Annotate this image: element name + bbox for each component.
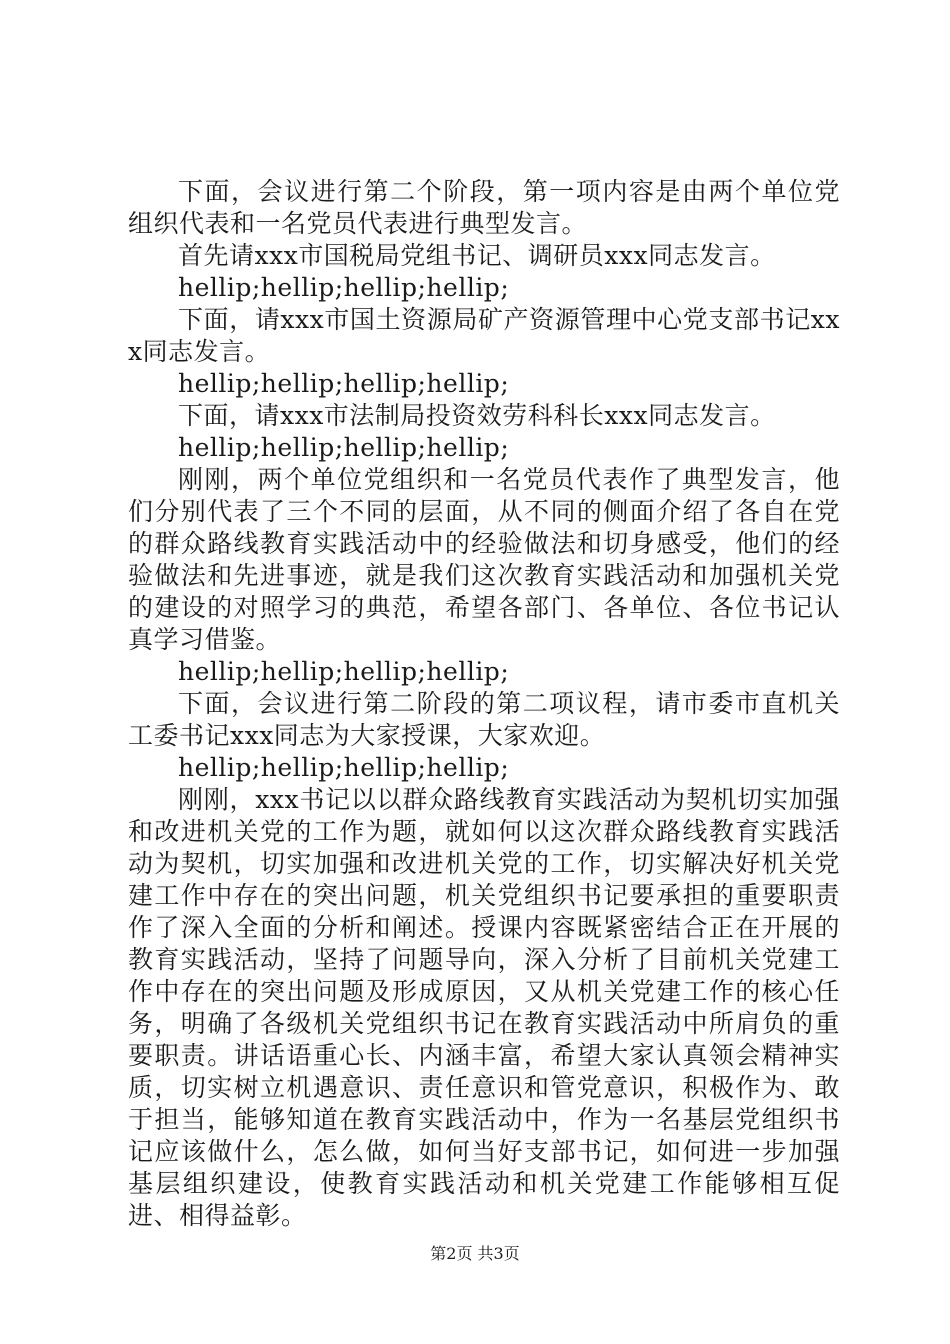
paragraph: hellip;hellip;hellip;hellip;: [178, 433, 510, 462]
paragraph: 首先请xxx市国税局党组书记、调研员xxx同志发言。: [178, 241, 776, 270]
paragraph: hellip;hellip;hellip;hellip;: [178, 753, 510, 782]
paragraph: 刚刚，xxx书记以以群众路线教育实践活动为契机切实加强和改进机关党的工作为题，就如何以这次群众路线教育实践活动为契机，切实加强和改进机关党的工作，切实解决好机关党建工作中存在的突出问题，机关党组织书记要承担的重要职责作了深入全面的分析和阐述。授课内容既紧密结合正在开展的教育实践活动，坚持了问题导向，深入分析了目前机关党建工作中存在的突出问题及形成原因，又从机关党建工作的核心任务，明确了各级机关党组织书记在教育实践活动中所肩负的重要职责。讲话语重心长、内涵丰富，希望大家认真领会精神实质，切实树立机遇意识、责任意识和管党意识，积极作为、敢于担当，能够知道在教育实践活动中，作为一名基层党组织书记应该做什么，怎么做，如何当好支部书记，如何进一步加强基层组织建设，使教育实践活动和机关党建工作能够相互促进、相得益彰。: [128, 785, 840, 1230]
paragraph: hellip;hellip;hellip;hellip;: [178, 273, 510, 302]
paragraph: 下面，请xxx市国土资源局矿产资源管理中心党支部书记xxx同志发言。: [128, 305, 840, 366]
paragraph: hellip;hellip;hellip;hellip;: [178, 369, 510, 398]
paragraph: 下面，请xxx市法制局投资效劳科科长xxx同志发言。: [178, 401, 776, 430]
paragraph: hellip;hellip;hellip;hellip;: [178, 657, 510, 686]
paragraph: 下面，会议进行第二个阶段，第一项内容是由两个单位党组织代表和一名党员代表进行典型发言。: [128, 177, 840, 238]
page-footer: 第2页 共3页: [430, 1244, 520, 1263]
document-body: [128, 176, 840, 1232]
paragraph: 下面，会议进行第二阶段的第二项议程，请市委市直机关工委书记xxx同志为大家授课，大家欢迎。: [128, 689, 840, 750]
paragraph: 刚刚，两个单位党组织和一名党员代表作了典型发言，他们分别代表了三个不同的层面，从不同的侧面介绍了各自在党的群众路线教育实践活动中的经验做法和切身感受，他们的经验做法和先进事迹，就是我们这次教育实践活动和加强机关党的建设的对照学习的典范，希望各部门、各单位、各位书记认真学习借鉴。: [128, 465, 840, 654]
